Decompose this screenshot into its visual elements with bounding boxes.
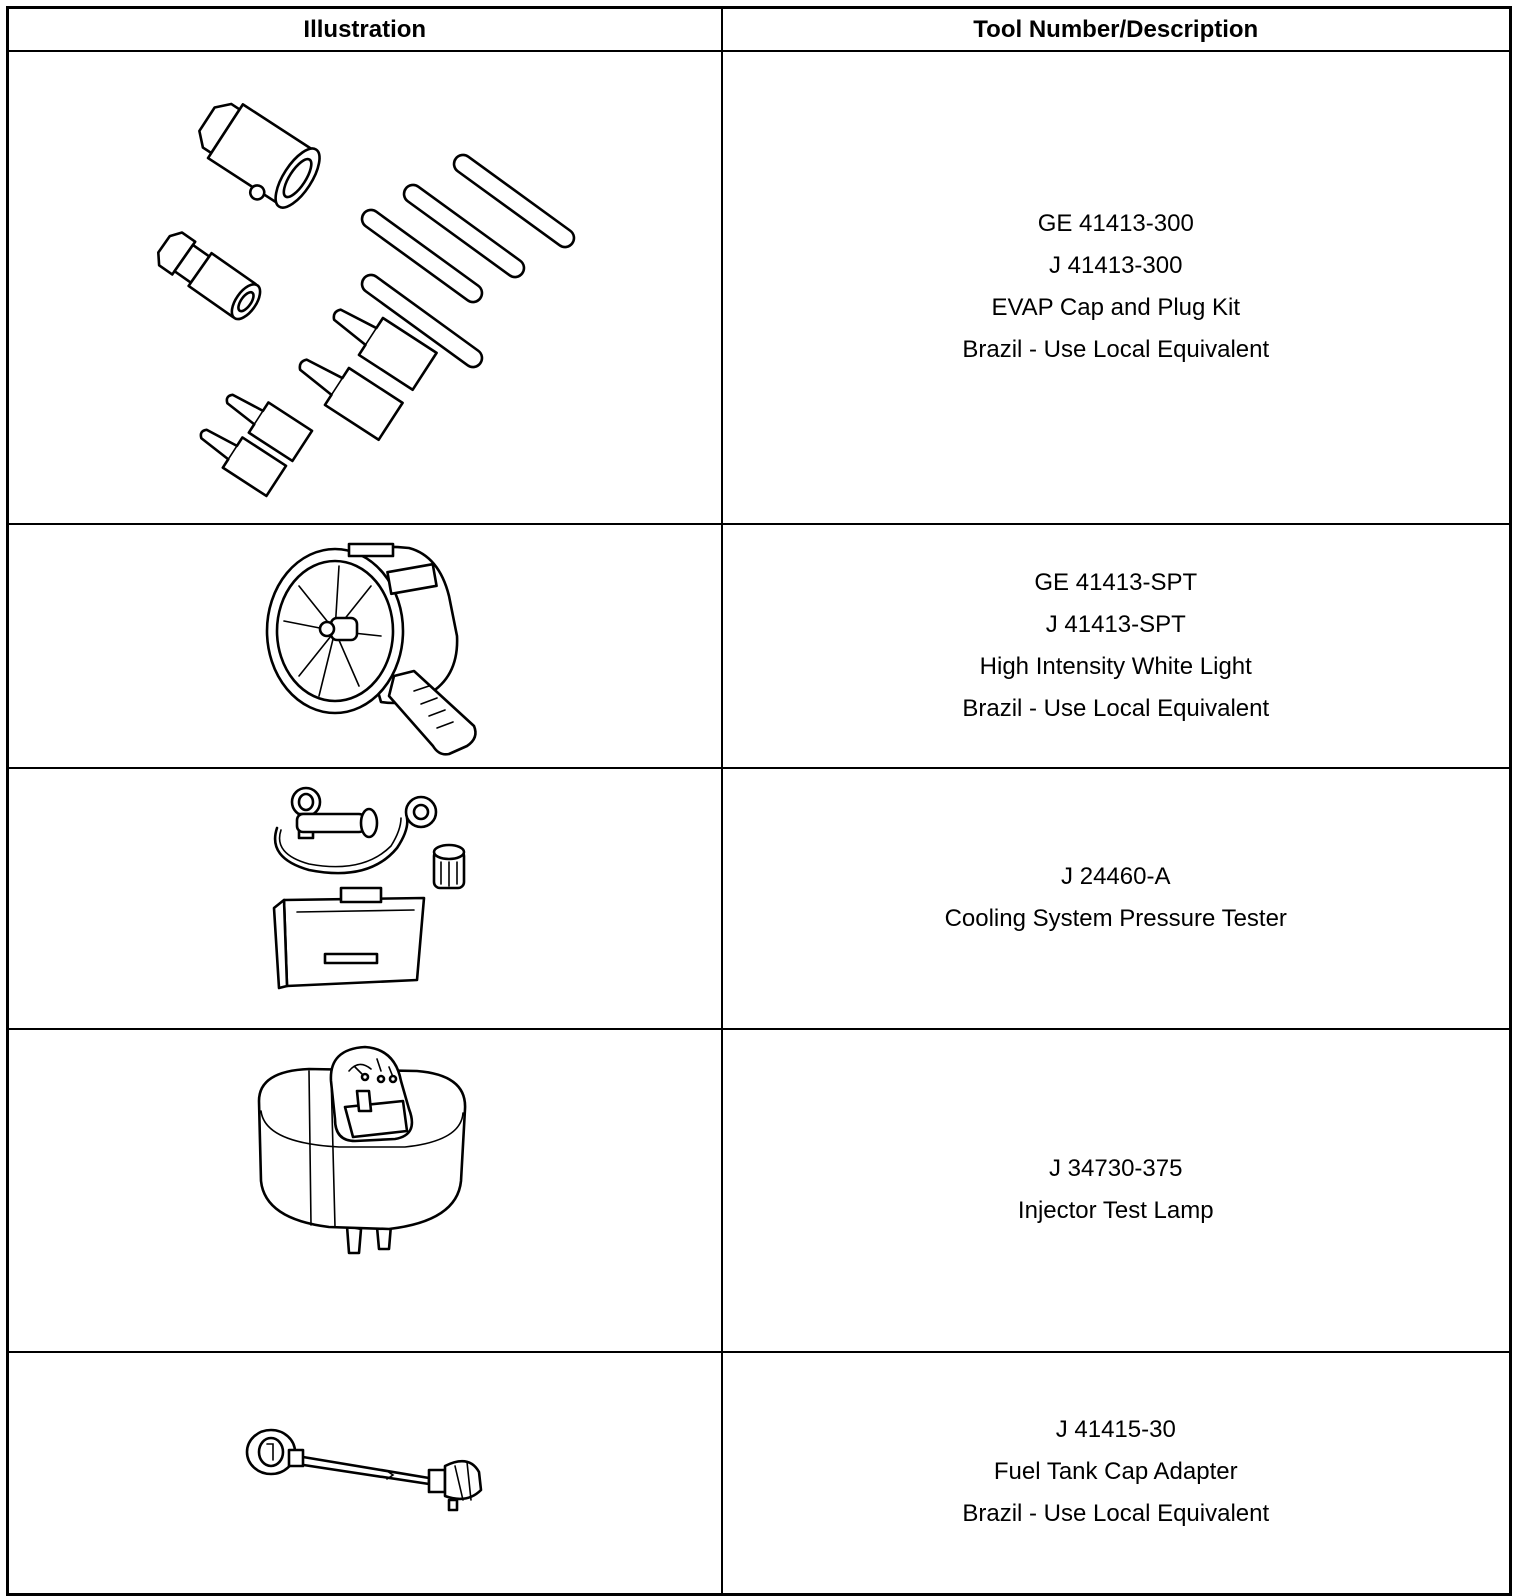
table-row — [8, 51, 1511, 524]
tool-number-ge: GE 41413-300 — [1037, 210, 1194, 237]
spotlight-icon — [9, 526, 723, 766]
illustration-cell — [8, 1029, 722, 1352]
tool-name: Fuel Tank Cap Adapter — [993, 1458, 1238, 1486]
tool-note: Brazil - Use Local Equivalent — [962, 1500, 1270, 1528]
illustration-cell — [8, 1352, 722, 1594]
table-row — [8, 768, 1511, 1029]
pressure-tester-icon — [9, 770, 723, 1028]
fuel-cap-adapter-icon — [9, 1354, 723, 1592]
illustration-cell — [8, 768, 722, 1029]
tool-description-cell — [722, 1029, 1511, 1352]
tool-name: Injector Test Lamp — [1017, 1197, 1214, 1224]
tool-number-j: J 41413-300 — [1049, 252, 1183, 279]
tool-name: EVAP Cap and Plug Kit — [991, 294, 1241, 321]
injector-test-lamp-icon — [9, 1031, 723, 1351]
table-row — [8, 1352, 1511, 1594]
tool-name: High Intensity White Light — [979, 652, 1252, 680]
tool-description-cell — [722, 51, 1511, 524]
tool-description-cell — [722, 524, 1511, 768]
tool-name: Cooling System Pressure Tester — [944, 905, 1287, 932]
tool-number-j: J 41415-30 — [1055, 1416, 1176, 1444]
special-tools-table — [6, 6, 1512, 1596]
table-row — [8, 524, 1511, 768]
header-tool-description: Tool Number/Description — [722, 8, 1511, 52]
tool-number-j: J 24460-A — [1061, 863, 1171, 890]
tool-description-cell — [722, 768, 1511, 1029]
tool-number-ge: GE 41413-SPT — [1034, 568, 1198, 596]
tool-note: Brazil - Use Local Equivalent — [962, 336, 1270, 363]
header-illustration: Illustration — [8, 8, 722, 52]
evap-cap-and-plug-kit-icon — [9, 53, 723, 523]
tool-number-j: J 34730-375 — [1049, 1155, 1183, 1182]
table-row — [8, 1029, 1511, 1352]
tool-note: Brazil - Use Local Equivalent — [962, 694, 1270, 722]
tool-description-cell — [722, 1352, 1511, 1594]
header-row — [8, 8, 1511, 52]
illustration-cell — [8, 524, 722, 768]
tool-number-j: J 41413-SPT — [1045, 610, 1186, 638]
illustration-cell — [8, 51, 722, 524]
